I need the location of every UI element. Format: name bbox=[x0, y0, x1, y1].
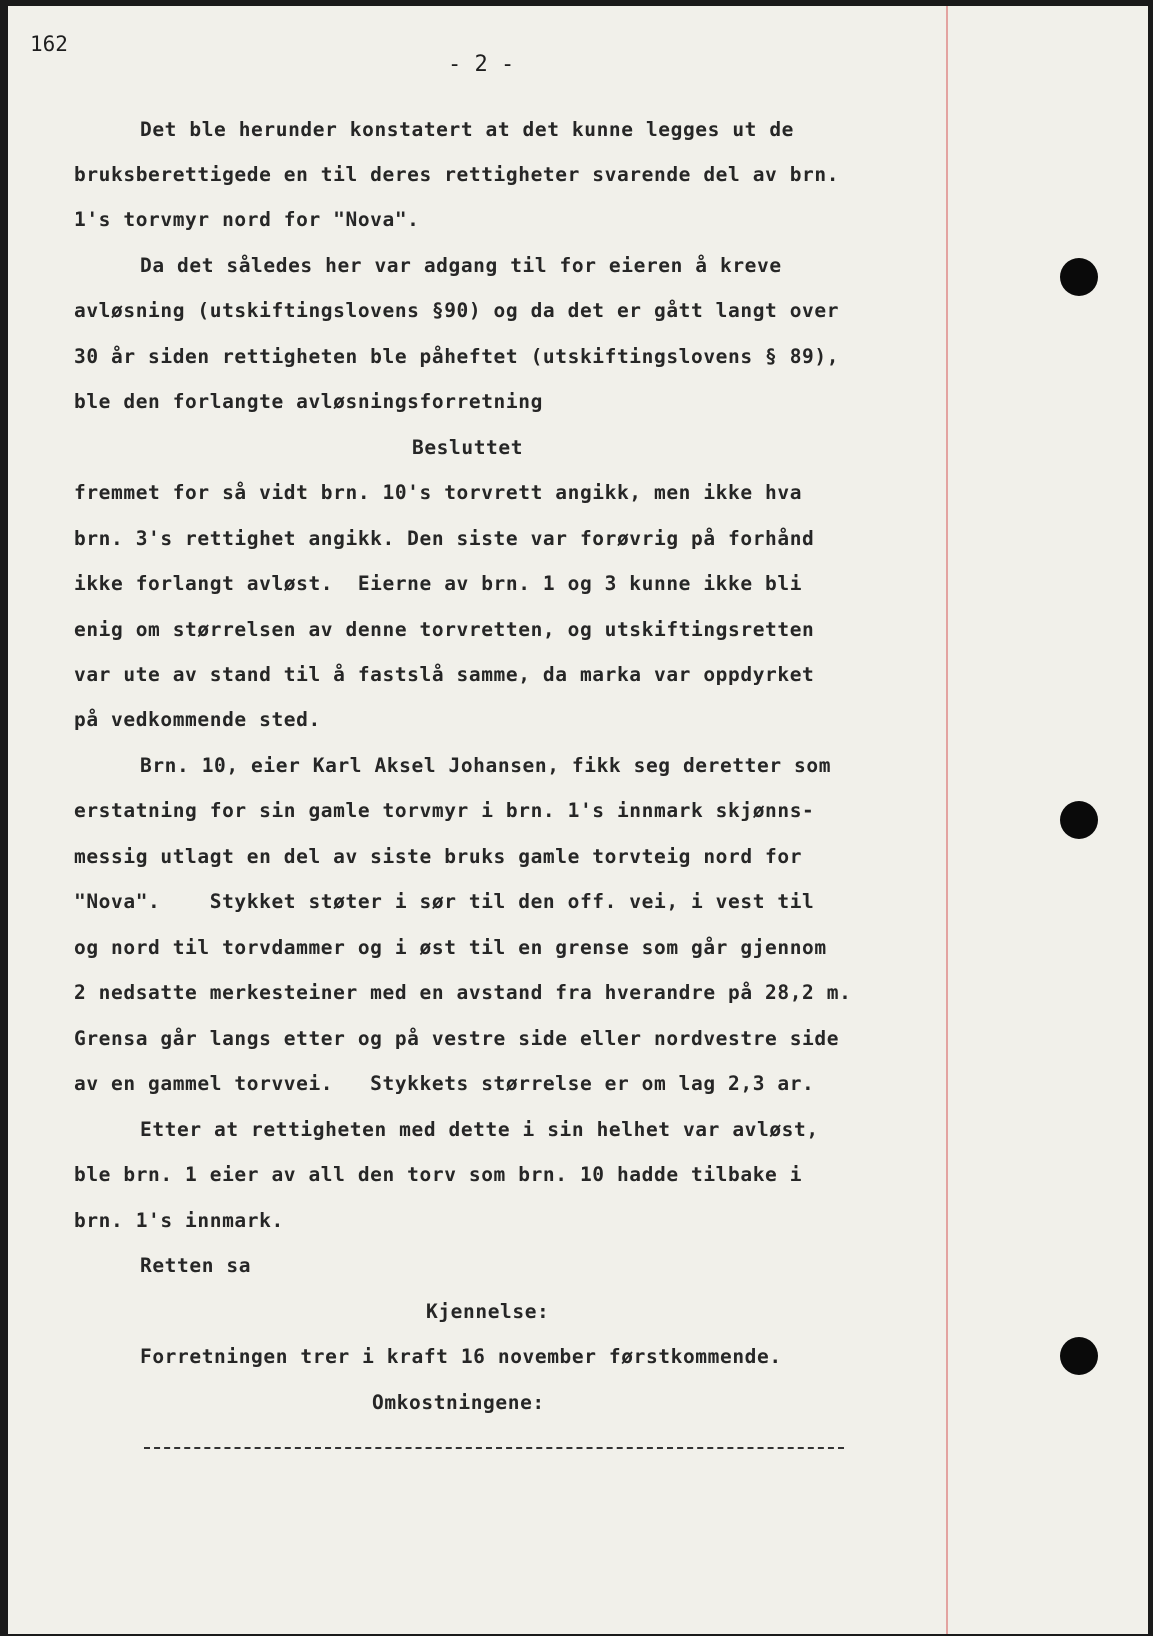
text-line: Da det således her var adgang til for eieren å kreve bbox=[140, 254, 782, 277]
section-heading: Kjennelse: bbox=[426, 1300, 550, 1323]
section-heading: Omkostningene: bbox=[372, 1391, 545, 1414]
dashed-rule bbox=[144, 1447, 844, 1449]
text-line: ble den forlangte avløsningsforretning bbox=[74, 390, 543, 413]
section-heading: Besluttet bbox=[412, 436, 524, 459]
text-line: 30 år siden rettigheten ble påheftet (utskiftingslovens § 89), bbox=[74, 345, 840, 368]
text-line: var ute av stand til å fastslå samme, da marka var oppdyrket bbox=[74, 663, 815, 686]
text-line: brn. 3's rettighet angikk. Den siste var forøvrig på forhånd bbox=[74, 527, 815, 550]
punch-hole bbox=[1060, 258, 1098, 296]
page-header: - 2 - bbox=[448, 52, 515, 77]
text-line: Etter at rettigheten med dette i sin helhet var avløst, bbox=[140, 1118, 819, 1141]
punch-hole bbox=[1060, 1337, 1098, 1375]
text-line: Grensa går langs etter og på vestre side eller nordvestre side bbox=[74, 1027, 840, 1050]
text-line: bruksberettigede en til deres rettigheter svarende del av brn. bbox=[74, 163, 840, 186]
text-line: ble brn. 1 eier av all den torv som brn. 10 hadde tilbake i bbox=[74, 1163, 803, 1186]
text-line: Brn. 10, eier Karl Aksel Johansen, fikk seg deretter som bbox=[140, 754, 832, 777]
text-line: Det ble herunder konstatert at det kunne legges ut de bbox=[140, 118, 795, 141]
text-line: 2 nedsatte merkesteiner med en avstand fra hverandre på 28,2 m. bbox=[74, 981, 852, 1004]
page-number: 162 bbox=[30, 32, 68, 56]
text-line: fremmet for så vidt brn. 10's torvrett angikk, men ikke hva bbox=[74, 481, 803, 504]
text-line: på vedkommende sted. bbox=[74, 708, 321, 731]
document-page bbox=[8, 6, 1148, 1634]
text-line: erstatning for sin gamle torvmyr i brn. 1's innmark skjønns- bbox=[74, 799, 815, 822]
text-line: "Nova". Stykket støter i sør til den off. vei, i vest til bbox=[74, 890, 815, 913]
text-line: av en gammel torvvei. Stykkets størrelse er om lag 2,3 ar. bbox=[74, 1072, 815, 1095]
text-line: enig om størrelsen av denne torvretten, og utskiftingsretten bbox=[74, 618, 815, 641]
text-line: avløsning (utskiftingslovens §90) og da det er gått langt over bbox=[74, 299, 840, 322]
text-line: Forretningen trer i kraft 16 november førstkommende. bbox=[140, 1345, 782, 1368]
margin-line bbox=[946, 6, 948, 1634]
text-line: brn. 1's innmark. bbox=[74, 1209, 284, 1232]
text-line: 1's torvmyr nord for "Nova". bbox=[74, 208, 420, 231]
text-line: messig utlagt en del av siste bruks gamle torvteig nord for bbox=[74, 845, 803, 868]
text-line: Retten sa bbox=[140, 1254, 252, 1277]
text-line: og nord til torvdammer og i øst til en grense som går gjennom bbox=[74, 936, 827, 959]
punch-hole bbox=[1060, 801, 1098, 839]
text-line: ikke forlangt avløst. Eierne av brn. 1 og 3 kunne ikke bli bbox=[74, 572, 803, 595]
